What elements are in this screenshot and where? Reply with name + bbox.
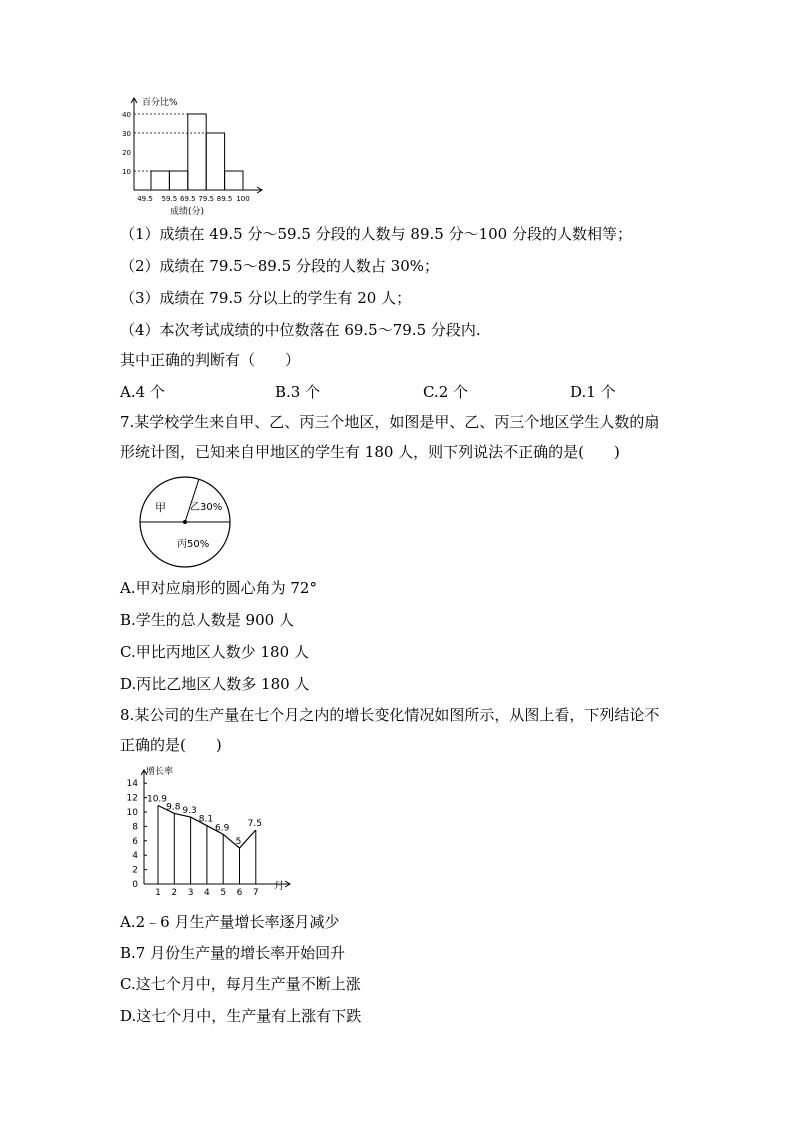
line-chart-x-tick: 2 (171, 888, 178, 898)
line-chart-y-tick: 6 (132, 836, 138, 847)
line-chart-ylabel: 增长率 (146, 767, 174, 777)
histogram-bar (188, 114, 206, 190)
q8-option-a[interactable]: A.2﹣6 月生产量增长率逐月减少 (120, 913, 340, 931)
q7-option-b[interactable]: B.学生的总人数是 900 人 (120, 611, 294, 629)
line-chart-data-label: 9.8 (166, 802, 181, 813)
line-chart-x-tick: 7 (252, 888, 259, 898)
line-chart-data-label: 8.1 (198, 814, 214, 825)
q7-option-a[interactable]: A.甲对应扇形的圆心角为 72° (120, 579, 317, 597)
histogram-x-tick: 79.5 (198, 195, 214, 203)
histogram-chart (120, 90, 280, 225)
line-chart-y-tick: 10 (126, 808, 138, 818)
line-chart-x-tick: 6 (236, 888, 243, 898)
q6-prompt: 其中正确的判断有（ ） (120, 351, 301, 369)
line-chart-x-tick: 4 (204, 888, 210, 898)
q6-option-d[interactable]: D.1 个 (570, 383, 616, 401)
q6-option-b[interactable]: B.3 个 (275, 383, 321, 401)
histogram-bar (206, 133, 224, 190)
pie-slice-boundary (185, 479, 199, 522)
line-chart-xlabel: 月 (274, 881, 284, 892)
histogram-x-tick: 100 (236, 195, 250, 203)
q7-stem-line-1: 7.某学校学生来自甲、乙、丙三个地区，如图是甲、乙、丙三个地区学生人数的扇 (120, 413, 660, 431)
q6-statement-4: （4）本次考试成绩的中位数落在 69.5～79.5 分段内. (120, 321, 481, 339)
line-plot (127, 770, 290, 898)
histogram-y-tick: 30 (122, 130, 131, 138)
pie-label-bing: 丙50% (177, 539, 210, 550)
histogram-y-tick: 40 (122, 111, 131, 119)
line-chart-data-label: 10.9 (146, 794, 168, 805)
histogram-x-tick: 69.5 (180, 195, 196, 203)
line-chart-x-tick: 1 (155, 888, 161, 898)
histogram-xlabel: 成绩(分) (170, 207, 205, 217)
pie-chart (135, 475, 235, 570)
line-chart-data-label: 9.3 (182, 806, 197, 817)
line-chart-y-tick: 4 (132, 851, 138, 862)
pie-label-yi: 乙30% (190, 502, 223, 513)
q7-stem-line-2: 形统计图，已知来自甲地区的学生有 180 人，则下列说法不正确的是( ) (120, 443, 620, 461)
q8-stem-line-2: 正确的是( ) (120, 736, 222, 754)
q7-option-c[interactable]: C.甲比丙地区人数少 180 人 (120, 643, 309, 661)
histogram-bar (151, 171, 169, 190)
q8-option-d[interactable]: D.这七个月中，生产量有上涨有下跌 (120, 1007, 362, 1025)
line-chart-data-label: 7.5 (247, 819, 262, 829)
line-chart-data-label: 6.9 (215, 823, 230, 834)
q8-option-c[interactable]: C.这七个月中，每月生产量不断上涨 (120, 975, 361, 993)
histogram-x-tick: 59.5 (161, 195, 178, 203)
q7-option-d[interactable]: D.丙比乙地区人数多 180 人 (120, 675, 310, 693)
histogram-bar (225, 171, 243, 190)
histogram-bar (169, 171, 187, 190)
histogram-plot (122, 98, 262, 203)
line-chart-y-tick: 12 (126, 793, 138, 804)
line-chart-x-tick: 3 (187, 888, 194, 898)
histogram-y-tick: 10 (122, 168, 131, 176)
q6-option-c[interactable]: C.2 个 (423, 383, 469, 401)
line-chart-y-tick: 14 (126, 779, 138, 790)
q6-statement-1: （1）成绩在 49.5 分～59.5 分段的人数与 89.5 分～100 分段的人数相等； (120, 225, 632, 243)
q6-statement-2: （2）成绩在 79.5～89.5 分段的人数占 30%； (120, 257, 439, 275)
line-chart-y-tick: 8 (132, 822, 138, 833)
line-chart-x-tick: 5 (220, 888, 227, 898)
q8-stem-line-1: 8.某公司的生产量在七个月之内的增长变化情况如图所示，从图上看，下列结论不 (120, 706, 660, 724)
line-chart-y-tick: 0 (132, 880, 138, 890)
growth-line-chart (118, 762, 298, 900)
pie-plot (140, 477, 230, 567)
pie-center-dot (183, 520, 187, 524)
histogram-ylabel: 百分比% (142, 98, 178, 108)
q6-option-a[interactable]: A.4 个 (120, 383, 165, 401)
pie-label-jia: 甲 (155, 501, 166, 514)
q6-statement-3: （3）成绩在 79.5 分以上的学生有 20 人； (120, 289, 412, 307)
q8-option-b[interactable]: B.7 月份生产量的增长率开始回升 (120, 944, 346, 962)
line-chart-data-label: 5 (235, 837, 242, 847)
line-chart-y-tick: 2 (132, 865, 138, 876)
histogram-y-tick: 20 (122, 149, 131, 157)
histogram-x-tick: 89.5 (216, 195, 233, 203)
histogram-x-tick: 49.5 (137, 195, 153, 203)
